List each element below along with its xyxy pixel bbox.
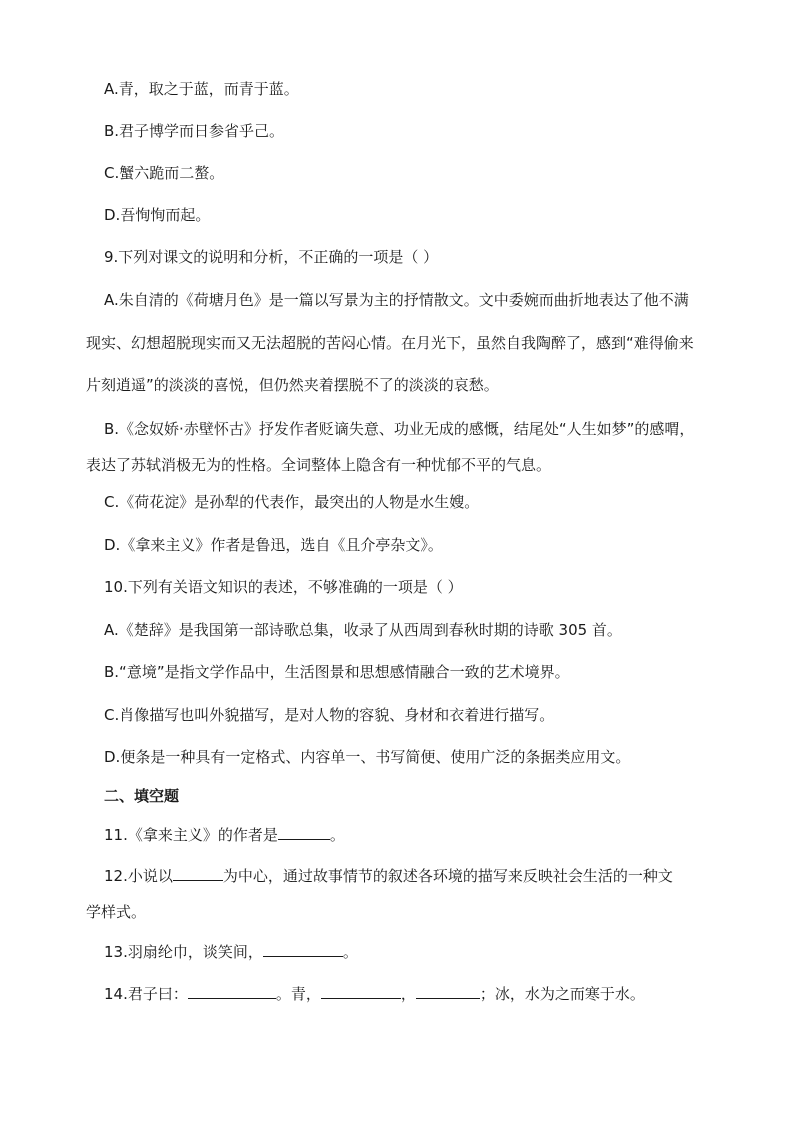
q14-blank-1[interactable]: [188, 984, 276, 999]
q10-option-c: C.肖像描写也叫外貌描写，是对人物的容貌、身材和衣着进行描写。: [104, 706, 555, 724]
q9-option-a-line2: 现实、幻想超脱现实而又无法超脱的苦闷心情。在月光下，虽然自我陶醉了，感到“难得偷来: [86, 334, 694, 352]
q13-blank[interactable]: [263, 942, 343, 957]
q9-option-a-line3: 片刻逍遥”的淡淡的喜悦，但仍然夹着摆脱不了的淡淡的哀愁。: [86, 376, 499, 394]
q11-text: 11.《拿来主义》的作者是: [104, 826, 278, 844]
q10-option-b: B.“意境”是指文学作品中，生活图景和思想感情融合一致的艺术境界。: [104, 663, 570, 681]
q11-end: 。: [329, 826, 345, 844]
q9-option-c: C.《荷花淀》是孙犁的代表作，最突出的人物是水生嫂。: [104, 493, 480, 511]
q14-blank-3[interactable]: [416, 984, 480, 999]
section-heading-fill-in: 二、填空题: [104, 787, 180, 805]
q11-blank[interactable]: [278, 825, 330, 840]
q8-option-b: B.君子博学而日参省乎己。: [104, 122, 285, 140]
q12-text-after: 为中心，通过故事情节的叙述各环境的描写来反映社会生活的一种文: [222, 867, 673, 885]
q12-line2: 学样式。: [86, 903, 147, 921]
q10-stem: 10.下列有关语文知识的表述，不够准确的一项是（ ）: [104, 578, 463, 596]
q12-line1: [104, 866, 673, 886]
q12-text-before: 12.小说以: [104, 867, 173, 885]
q14-text-mid1: 。青，: [275, 985, 321, 1003]
q10-option-d: D.便条是一种具有一定格式、内容单一、书写简便、使用广泛的条据类应用文。: [104, 748, 631, 766]
q9-option-d: D.《拿来主义》作者是鲁迅，选自《且介亭杂文》。: [104, 536, 443, 554]
q10-option-a: A.《楚辞》是我国第一部诗歌总集，收录了从西周到春秋时期的诗歌 305 首。: [104, 621, 622, 639]
q14-blank-2[interactable]: [321, 984, 401, 999]
q8-option-c: C.蟹六跪而二螯。: [104, 164, 225, 182]
q14: [104, 984, 645, 1004]
q12-blank[interactable]: [173, 866, 223, 881]
q9-option-b-line1: B.《念奴娇·赤壁怀古》抒发作者贬谪失意、功业无成的感慨，结尾处“人生如梦”的感喟，: [104, 420, 695, 438]
q11: [104, 825, 345, 845]
q13: [104, 942, 358, 962]
q8-option-d: D.吾恂恂而起。: [104, 206, 211, 224]
q8-option-a: A.青，取之于蓝，而青于蓝。: [104, 80, 299, 98]
q13-end: 。: [342, 943, 358, 961]
q14-text-mid2: ，: [400, 985, 416, 1003]
q9-stem: 9.下列对课文的说明和分析，不正确的一项是（ ）: [104, 248, 439, 266]
q9-option-b-line2: 表达了苏轼消极无为的性格。全词整体上隐含有一种忧郁不平的气息。: [86, 456, 552, 474]
q13-text: 13.羽扇纶巾，谈笑间，: [104, 943, 263, 961]
q14-text: 14.君子曰：: [104, 985, 188, 1003]
q14-text-end: ；冰，水为之而寒于水。: [479, 985, 645, 1003]
q9-option-a-line1: A.朱自清的《荷塘月色》是一篇以写景为主的抒情散文。文中委婉而曲折地表达了他不满: [104, 291, 689, 309]
